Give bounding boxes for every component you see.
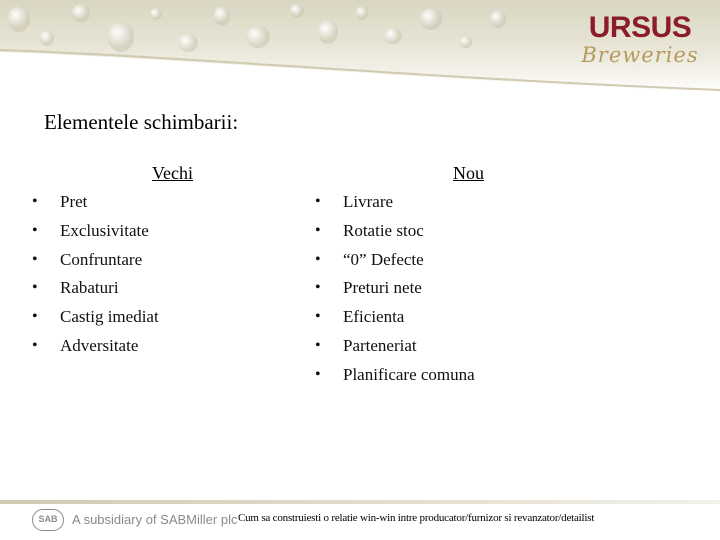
list-item: • Rabaturi (32, 274, 159, 303)
header-banner (0, 0, 720, 92)
sab-logo: SAB (32, 509, 64, 531)
logo-wordmark-bottom: Breweries (581, 43, 699, 67)
list-item: • Eficienta (315, 303, 475, 332)
subsidiary-text: A subsidiary of SABMiller plc (72, 512, 238, 527)
new-elements-list (315, 188, 475, 390)
new-column-title: Nou (453, 163, 484, 183)
list-item: • Castig imediat (32, 303, 159, 332)
old-column-title: Vechi (152, 163, 193, 183)
list-item: • Confruntare (32, 246, 159, 275)
list-item: • Exclusivitate (32, 217, 159, 246)
list-item: • Adversitate (32, 332, 159, 361)
list-item: • Rotatie stoc (315, 217, 475, 246)
slide-heading: Elementele schimbarii: (44, 110, 239, 134)
list-item: • Preturi nete (315, 274, 475, 303)
footer-caption: Cum sa construiesti o relatie win-win intre producator/furnizor si revanzator/detailist (238, 512, 595, 524)
list-item: • Pret (32, 188, 159, 217)
old-elements-list (32, 188, 159, 361)
list-item: • Parteneriat (315, 332, 475, 361)
list-item: • Planificare comuna (315, 361, 475, 390)
ursus-breweries-logo (574, 12, 706, 70)
list-item: • “0” Defecte (315, 246, 475, 275)
list-item: • Livrare (315, 188, 475, 217)
footer-divider (0, 500, 720, 504)
logo-wordmark-top: URSUS (588, 11, 692, 44)
